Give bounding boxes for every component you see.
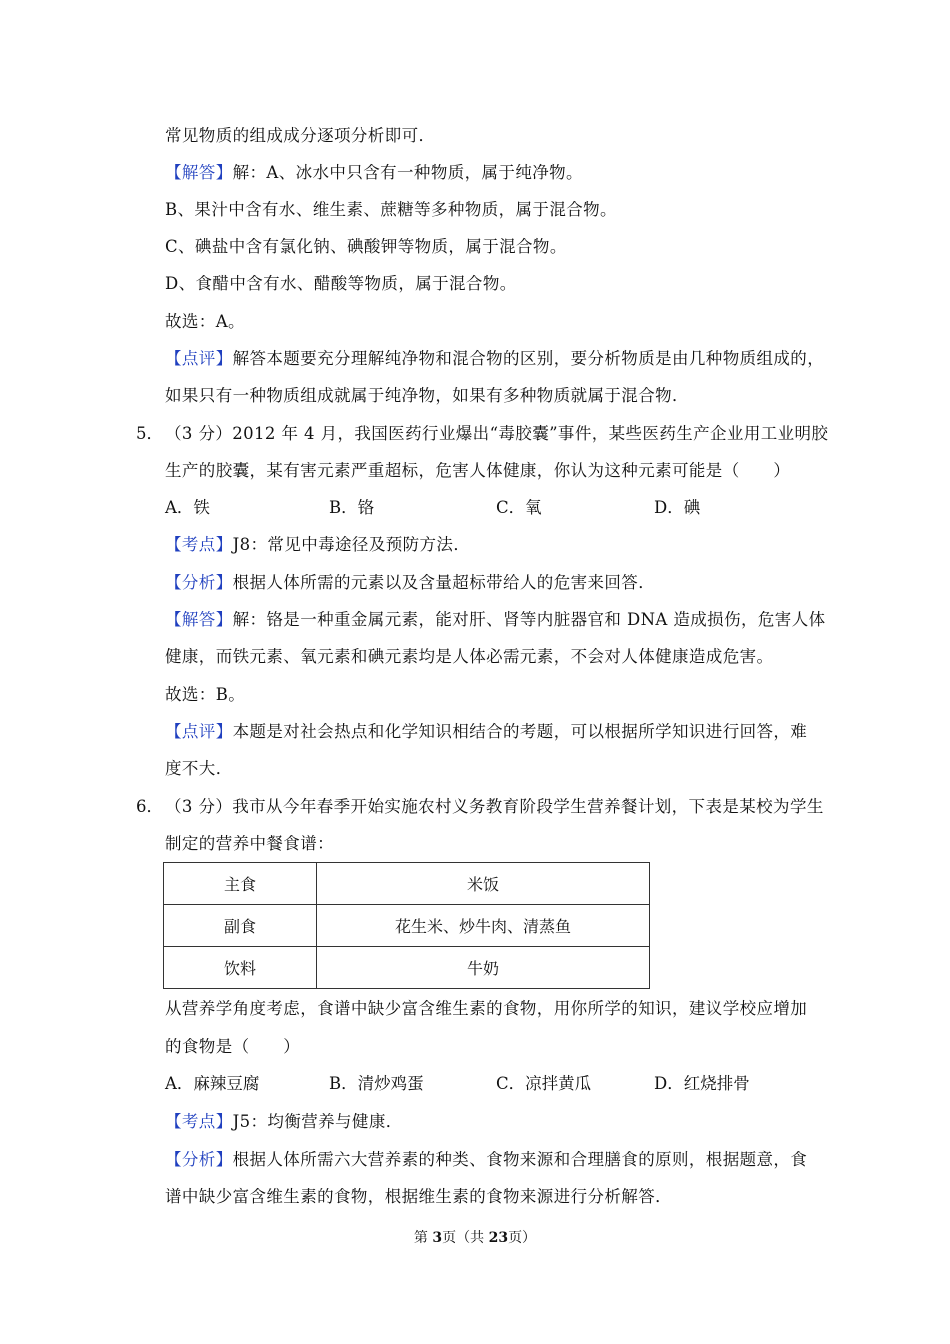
line-comment: 【点评】解答本题要充分理解纯净物和混合物的区别，要分析物质是由几种物质组成的， bbox=[165, 349, 825, 368]
table-row bbox=[164, 947, 650, 989]
q6-option-a: A．麻辣豆腐 bbox=[165, 1074, 260, 1093]
q5-stem-2: 生产的胶囊，某有害元素严重超标，危害人体健康，你认为这种元素可能是（ ） bbox=[165, 461, 791, 480]
table-cell: 副食 bbox=[164, 905, 317, 947]
q5-option-a: A．铁 bbox=[165, 498, 210, 517]
line-analysis-end: 常见物质的组成成分逐项分析即可． bbox=[165, 126, 436, 145]
tag-jieda: 【解答】 bbox=[165, 163, 233, 182]
table-row bbox=[164, 905, 650, 947]
q6-option-b: B．清炒鸡蛋 bbox=[329, 1074, 424, 1093]
tag-dianping: 【点评】 bbox=[165, 349, 233, 368]
page-footer: 第 3页（共 23页） bbox=[413, 1230, 537, 1246]
line-answer-b: B、果汁中含有水、维生素、蔗糖等多种物质，属于混合物。 bbox=[165, 200, 617, 219]
q6-fenxi-2: 谱中缺少富含维生素的食物，根据维生素的食物来源进行分析解答． bbox=[165, 1187, 672, 1206]
page-number: 3 bbox=[432, 1230, 443, 1246]
q5-option-d: D．碘 bbox=[654, 498, 701, 517]
line-comment-2: 如果只有一种物质组成就属于纯净物，如果有多种物质就属于混合物． bbox=[165, 386, 689, 405]
q5-kaodian: 【考点】J8：常见中毒途径及预防方法． bbox=[165, 535, 471, 554]
q5-jieda-2: 健康，而铁元素、氧元素和碘元素均是人体必需元素，不会对人体健康造成危害。 bbox=[165, 647, 774, 666]
q6-stem-2: 制定的营养中餐食谱： bbox=[165, 834, 334, 853]
q5-option-b: B．铬 bbox=[329, 498, 375, 517]
q6-option-d: D．红烧排骨 bbox=[654, 1074, 750, 1093]
q6-fenxi-1: 【分析】根据人体所需六大营养素的种类、食物来源和合理膳食的原则，根据题意，食 bbox=[165, 1150, 808, 1169]
q6-after-2: 的食物是（ ） bbox=[165, 1037, 301, 1056]
menu-table bbox=[163, 862, 650, 989]
q5-fenxi: 【分析】根据人体所需的元素以及含量超标带给人的危害来回答． bbox=[165, 573, 656, 592]
table-cell: 牛奶 bbox=[317, 947, 650, 989]
q6-stem-1: （3 分）我市从今年春季开始实施农村义务教育阶段学生营养餐计划，下表是某校为学生 bbox=[165, 797, 824, 816]
q5-dianping-2: 度不大． bbox=[165, 759, 233, 778]
table-cell: 饮料 bbox=[164, 947, 317, 989]
q5-jieda-1: 【解答】解：铬是一种重金属元素，能对肝、肾等内脏器官和 DNA 造成损伤，危害人体 bbox=[165, 610, 826, 629]
line-answer-c: C、碘盐中含有氯化钠、碘酸钾等物质，属于混合物。 bbox=[165, 237, 567, 256]
line-answer-d: D、食醋中含有水、醋酸等物质，属于混合物。 bbox=[165, 274, 517, 293]
table-cell: 花生米、炒牛肉、清蒸鱼 bbox=[317, 905, 650, 947]
table-cell: 主食 bbox=[164, 863, 317, 905]
line-answer-a: 【解答】解：A、冰水中只含有一种物质，属于纯净物。 bbox=[165, 163, 583, 182]
q5-dianping-1: 【点评】本题是对社会热点和化学知识相结合的考题，可以根据所学知识进行回答，难 bbox=[165, 722, 808, 741]
line-choice: 故选：A。 bbox=[165, 312, 245, 331]
q5-option-c: C．氧 bbox=[496, 498, 542, 517]
q6-option-c: C．凉拌黄瓜 bbox=[496, 1074, 592, 1093]
q5-stem-1: （3 分）2012 年 4 月，我国医药行业爆出“毒胶囊”事件，某些医药生产企业用工业明胶 bbox=[165, 424, 829, 443]
q6-after-1: 从营养学角度考虑，食谱中缺少富含维生素的食物，用你所学的知识，建议学校应增加 bbox=[165, 999, 808, 1018]
q6-kaodian: 【考点】J5：均衡营养与健康． bbox=[165, 1112, 403, 1131]
page-total: 23 bbox=[488, 1230, 509, 1246]
q6-number: 6． bbox=[136, 797, 163, 816]
q5-number: 5． bbox=[136, 424, 163, 443]
table-row bbox=[164, 863, 650, 905]
q5-choice: 故选：B。 bbox=[165, 685, 246, 704]
table-cell: 米饭 bbox=[317, 863, 650, 905]
